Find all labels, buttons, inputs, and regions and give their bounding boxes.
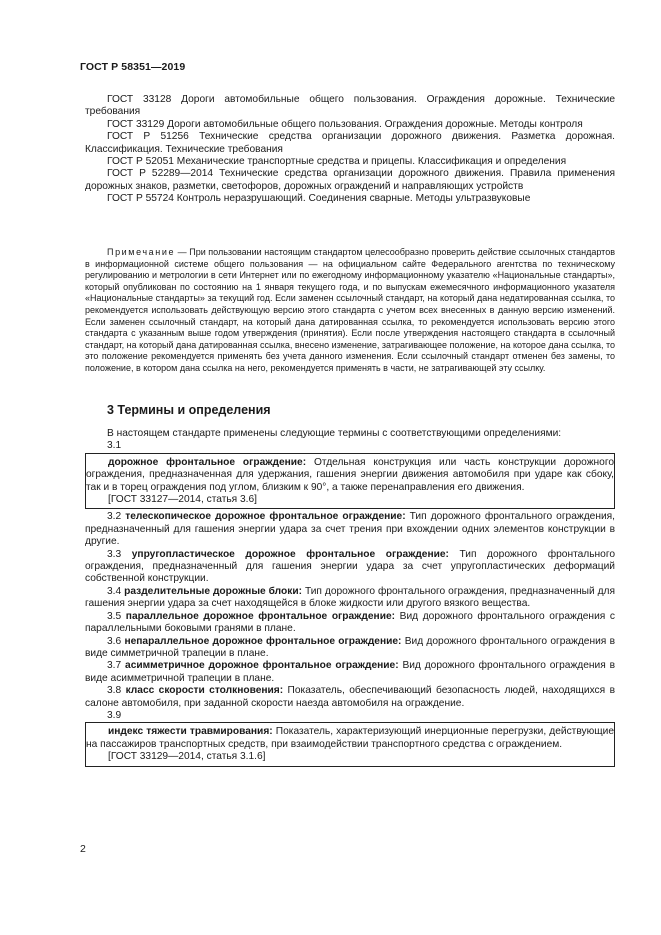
term-number: 3.7 xyxy=(107,660,122,672)
term-definition: Тип дорожного фронтального ограждения, предназначенный для гашения энергии удара за счет трения при вхождении одних элементов конструкции в другие. xyxy=(85,511,615,548)
section-title: 3 Термины и определения xyxy=(107,403,271,417)
note-text: При пользовании настоящим стандартом целесообразно проверить действие ссылочных стандартов в информационной системе общего пользования — на официальном сайте Федерального агентства по техническому регулированию и метрологии в сети Интернет или по ежегодному информационному указателю «Национальные стандарты», который опубликован по состоянию на 1 января текущего года, и по выпускам ежемесячного информационного указателя «Национальные стандарты» за текущий год. Если заменен ссылочный стандарт, на который дана недатированная ссылка, то рекомендуется использовать действующую версию этого стандарта с учетом всех внесенных в данную версию изменений. Если заменен ссылочный стандарт, на который дана датированная ссылка, то рекомендуется использовать версию этого стандарта с указанным выше годом утверждения (принятия). Если после утверждения настоящего стандарта в ссылочный стандарт, на который дана датированная ссылка, внесено изменение, затрагивающее положение, на которое дана ссылка, то это положение рекомендуется применять без учета данного изменения. Если ссылочный стандарт отменен без замены, то положение, в котором дана ссылка на него, рекомендуется применять в части, не затрагивающей эту ссылку. xyxy=(85,247,616,373)
term-name: непараллельное дорожное фронтальное ограждение: xyxy=(124,635,402,647)
term-number: 3.3 xyxy=(107,548,122,560)
reference-item: ГОСТ 33128 Дороги автомобильные общего пользования. Ограждения дорожные. Технические требования xyxy=(85,94,615,118)
normative-references-list xyxy=(85,94,615,206)
term-source: [ГОСТ 33129—2014, статья 3.1.6] xyxy=(108,751,266,763)
term-entry xyxy=(85,660,615,685)
term-number: 3.9 xyxy=(107,709,122,721)
term-name: параллельное дорожное фронтальное ограждение: xyxy=(125,610,396,622)
term-entry xyxy=(85,549,615,586)
note-label: Примечание xyxy=(107,247,176,257)
section-intro: В настоящем стандарте применены следующие термины с соответствующими определениями: xyxy=(107,428,562,439)
reference-item: ГОСТ 33129 Дороги автомобильные общего пользования. Ограждения дорожные. Методы контроля xyxy=(107,118,583,130)
term-number: 3.5 xyxy=(107,610,122,622)
reference-item: ГОСТ Р 51256 Технические средства организации дорожного движения. Разметка дорожная. Классификация. Технические требования xyxy=(85,131,615,155)
term-name: класс скорости столкновения: xyxy=(125,685,284,697)
note-dash: — xyxy=(175,247,190,257)
term-definition: Вид дорожного фронтального ограждения в виде асимметричной трапеции в плане. xyxy=(85,660,615,684)
term-name: асимметричное дорожное фронтальное ограждение: xyxy=(125,660,399,672)
term-number: 3.8 xyxy=(107,685,122,697)
term-definition: Показатель, обеспечивающий безопасность людей, находящихся в салоне автомобиля, при заданной скорости наезда автомобиля на ограждение. xyxy=(85,685,615,709)
term-entry xyxy=(85,685,615,710)
term-definition: Вид дорожного фронтального ограждения с параллельными боковыми гранями в плане. xyxy=(85,610,615,635)
term-number: 3.2 xyxy=(107,511,122,523)
term-name: телескопическое дорожное фронтальное ограждение: xyxy=(125,511,406,523)
page-number: 2 xyxy=(80,843,86,855)
term-definition: Показатель, характеризующий инерционные перегрузки, действующие на пассажиров транспортных средств, при взаимодействии транспортного средства с ограждением. xyxy=(86,726,615,750)
term-number: 3.1 xyxy=(107,440,122,452)
reference-item: ГОСТ Р 52051 Механические транспортные средства и прицепы. Классификация и определения xyxy=(107,156,567,168)
term-definition: Отдельная конструкция или часть конструкции дорожного ограждения, предназначенная для удержания, гашения энергии движения автомобиля при ударе как сбоку, так и в торец ограждения под углом, близким к 90°, а также перенаправления его движения. xyxy=(86,456,614,493)
term-name: индекс тяжести травмирования: xyxy=(108,726,273,738)
term-entry xyxy=(85,511,615,548)
term-number: 3.6 xyxy=(107,635,122,647)
term-definition: Вид дорожного фронтального ограждения в виде симметричной трапеции в плане. xyxy=(85,635,615,659)
term-entry xyxy=(85,636,615,661)
term-box xyxy=(85,722,615,766)
reference-item: ГОСТ Р 55724 Контроль неразрушающий. Соединения сварные. Методы ультразвуковые xyxy=(107,193,531,205)
note-block xyxy=(85,247,615,375)
term-definition: Тип дорожного фронтального ограждения, предназначенный для гашения энергии удара за счет находящейся в блоке жидкости или другого вязкого вещества. xyxy=(85,585,615,610)
term-name: дорожное фронтальное ограждение: xyxy=(108,456,307,468)
term-entry xyxy=(85,586,615,611)
term-name: разделительные дорожные блоки: xyxy=(124,585,302,597)
term-number: 3.4 xyxy=(107,585,122,597)
terms-list xyxy=(85,428,615,769)
term-definition: Тип дорожного фронтального ограждения, предназначенный для гашения энергии удара за счет упругопластических деформаций собственной конструкции. xyxy=(85,548,615,585)
term-box xyxy=(85,453,615,510)
term-name: упругопластическое дорожное фронтальное ограждение: xyxy=(131,548,449,560)
document-header: ГОСТ Р 58351—2019 xyxy=(80,61,186,73)
reference-item: ГОСТ Р 52289—2014 Технические средства организации дорожного движения. Правила применения дорожных знаков, разметки, светофоров, дорожных ограждений и направляющих устройств xyxy=(85,168,615,192)
term-source: [ГОСТ 33127—2014, статья 3.6] xyxy=(108,494,258,506)
term-entry xyxy=(85,611,615,636)
